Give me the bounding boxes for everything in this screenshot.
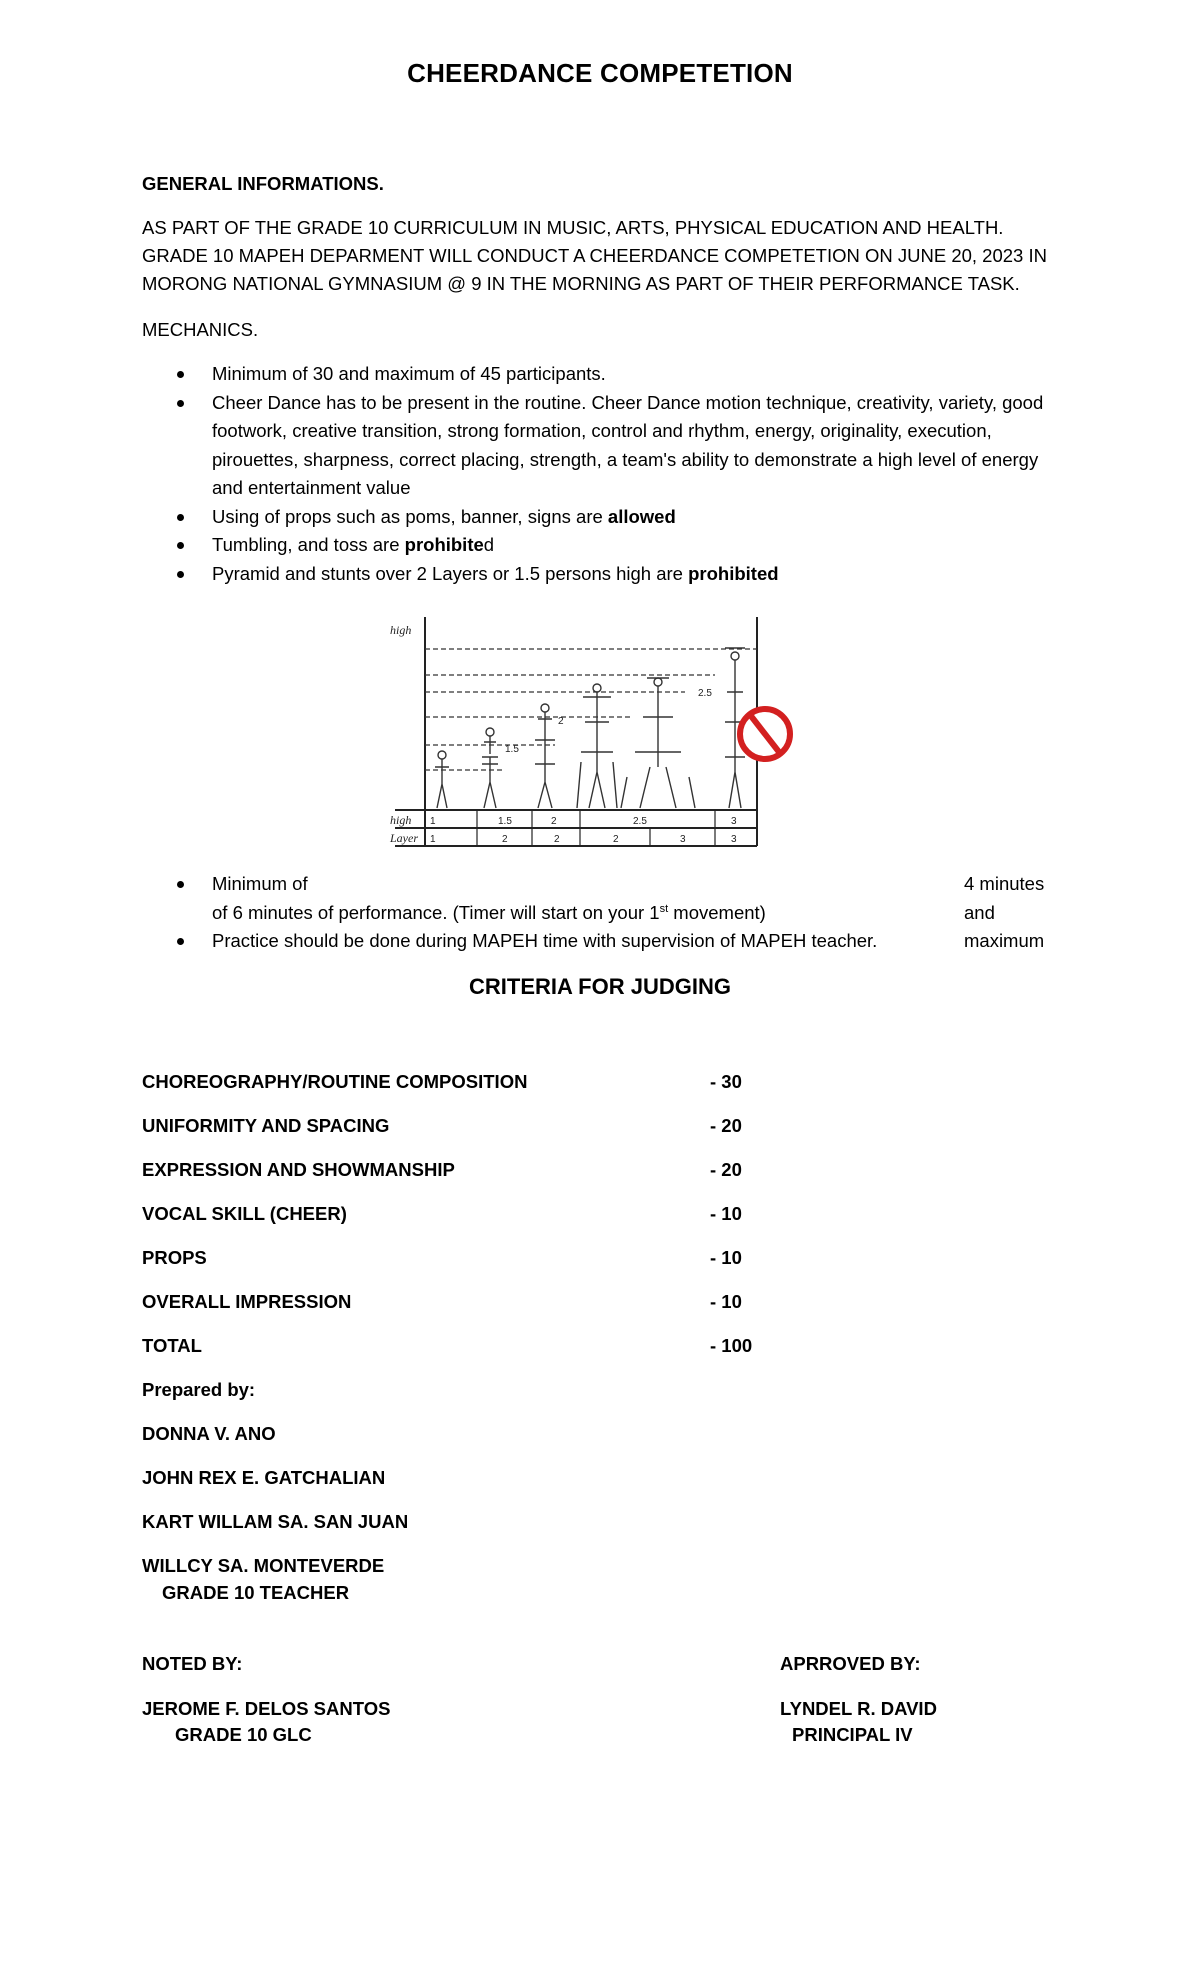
height-mark: 2.5: [698, 688, 712, 699]
criteria-score: - 20: [710, 1115, 742, 1136]
criteria-score: - 10: [710, 1291, 742, 1312]
person-icon: [438, 751, 446, 759]
list-item: [142, 503, 1072, 532]
criteria-total-row: [142, 1332, 842, 1360]
list-item-suffix: d: [483, 534, 495, 555]
criteria-row: [142, 1068, 842, 1096]
high-value: 3: [731, 816, 737, 827]
criteria-row: [142, 1288, 842, 1316]
noted-by-label: NOTED BY:: [142, 1653, 243, 1674]
bullet-icon: [177, 542, 184, 549]
height-mark: 2: [558, 716, 564, 727]
cheerleader-figures: [435, 648, 745, 808]
preparer-name: WILLCY SA. MONTEVERDE: [142, 1555, 385, 1576]
list-item-text: Minimum of: [212, 873, 308, 894]
criteria-heading: CRITERIA FOR JUDGING: [469, 974, 731, 999]
general-heading: GENERAL INFORMATIONS.: [142, 173, 384, 194]
pyramid-height-figure: [385, 612, 795, 852]
list-item-text: movement): [668, 901, 766, 923]
high-value: 1.5: [498, 816, 512, 827]
person-icon: [486, 728, 494, 736]
list-item: [142, 360, 1072, 389]
figure-row-layer: Layer: [390, 831, 418, 845]
criteria-name: OVERALL IMPRESSION: [142, 1291, 352, 1312]
prepared-by-label: Prepared by:: [142, 1379, 256, 1400]
person-icon: [731, 652, 739, 660]
preparer-name: DONNA V. ANO: [142, 1423, 276, 1444]
figure-row-high: high: [390, 813, 412, 827]
criteria-score: - 20: [710, 1159, 742, 1180]
approved-name: LYNDEL R. DAVID: [780, 1698, 937, 1719]
page-title: CHEERDANCE COMPETETION: [407, 58, 793, 88]
approved-by-label: APRROVED BY:: [780, 1653, 921, 1674]
layer-value: 3: [680, 834, 686, 845]
criteria-name: UNIFORMITY AND SPACING: [142, 1115, 390, 1136]
criteria-score: - 10: [710, 1247, 742, 1268]
list-item-text: 4 minutes and maximum: [964, 873, 1045, 951]
general-text: AS PART OF THE GRADE 10 CURRICULUM IN MUSIC, ARTS, PHYSICAL EDUCATION AND HEALTH. GRADE 10 MAPEH DEPARMENT WILL CONDUCT A CHEERDANCE COMPETETION ON JUNE 20, 2023 IN MORONG NATIONAL GYMNASIUM @ 9 IN THE MORNING AS PART OF THEIR PERFORMANCE TASK.: [142, 217, 1047, 294]
list-item: [142, 389, 1072, 503]
bullet-icon: [177, 371, 184, 378]
layer-value: 3: [731, 834, 737, 845]
criteria-row: [142, 1112, 842, 1140]
list-item-text: Practice should be done during MAPEH time with supervision of MAPEH teacher.: [212, 930, 878, 951]
list-item: [142, 560, 1072, 589]
mechanics-list: [142, 360, 1072, 588]
approved-role: PRINCIPAL IV: [792, 1724, 913, 1745]
criteria-score: - 100: [710, 1335, 753, 1356]
preparer-role: GRADE 10 TEACHER: [162, 1582, 350, 1603]
list-item-text: of 6 minutes of performance. (Timer will start on your 1: [212, 901, 660, 923]
layer-value: 1: [430, 834, 436, 845]
person-icon: [654, 678, 662, 686]
high-value: 1: [430, 816, 436, 827]
high-value: 2.5: [633, 816, 647, 827]
preparer-name: JOHN REX E. GATCHALIAN: [142, 1467, 386, 1488]
list-item-text: Cheer Dance has to be present in the routine. Cheer Dance motion technique, creativity, variety, good footwork, creative transition, strong formation, control and rhythm, energy, originality, execution, pirouettes, sharpness, correct placing, strength, a team's ability to demonstrate a high level of energy and entertainment value: [212, 391, 1044, 498]
superscript: st: [659, 902, 669, 915]
criteria-name: VOCAL SKILL (CHEER): [142, 1203, 347, 1224]
criteria-name: EXPRESSION AND SHOWMANSHIP: [142, 1159, 455, 1180]
criteria-score: - 30: [710, 1071, 742, 1092]
noted-role: GRADE 10 GLC: [175, 1724, 312, 1745]
preparer-name: KART WILLAM SA. SAN JUAN: [142, 1511, 409, 1532]
criteria-name: CHOREOGRAPHY/ROUTINE COMPOSITION: [142, 1071, 528, 1092]
bullet-icon: [177, 571, 184, 578]
criteria-score: - 10: [710, 1203, 742, 1224]
list-item: [142, 531, 1072, 560]
list-item-text: Tumbling, and toss are: [212, 534, 405, 555]
list-item-emphasis: allowed: [607, 505, 676, 527]
figure-label-high: high: [390, 623, 412, 637]
criteria-row: [142, 1244, 842, 1272]
list-item-text: Minimum of 30 and maximum of 45 participants.: [212, 363, 606, 384]
layer-value: 2: [613, 834, 619, 845]
list-item-emphasis: prohibited: [688, 562, 779, 584]
height-mark: 1.5: [505, 744, 519, 755]
bullet-icon: [177, 514, 184, 521]
layer-value: 2: [554, 834, 560, 845]
prohibited-sign-icon: [740, 709, 790, 759]
list-item-text: Pyramid and stunts over 2 Layers or 1.5 persons high are: [212, 562, 689, 584]
bullet-icon: [177, 400, 184, 407]
layer-value: 2: [502, 834, 508, 845]
criteria-row: [142, 1156, 842, 1184]
list-item-emphasis: prohibite: [404, 534, 484, 555]
criteria-name: PROPS: [142, 1247, 207, 1268]
list-item: [142, 927, 1072, 956]
list-item-text: Using of props such as poms, banner, signs are: [212, 505, 608, 527]
noted-name: JEROME F. DELOS SANTOS: [142, 1698, 391, 1719]
bullet-icon: [177, 881, 184, 888]
criteria-name: TOTAL: [142, 1335, 202, 1356]
bullet-icon: [177, 938, 184, 945]
mechanics-list-continued: [142, 870, 1072, 956]
person-icon: [541, 704, 549, 712]
criteria-row: [142, 1200, 842, 1228]
person-icon: [593, 684, 601, 692]
mechanics-heading: MECHANICS.: [142, 319, 259, 340]
high-value: 2: [551, 816, 557, 827]
